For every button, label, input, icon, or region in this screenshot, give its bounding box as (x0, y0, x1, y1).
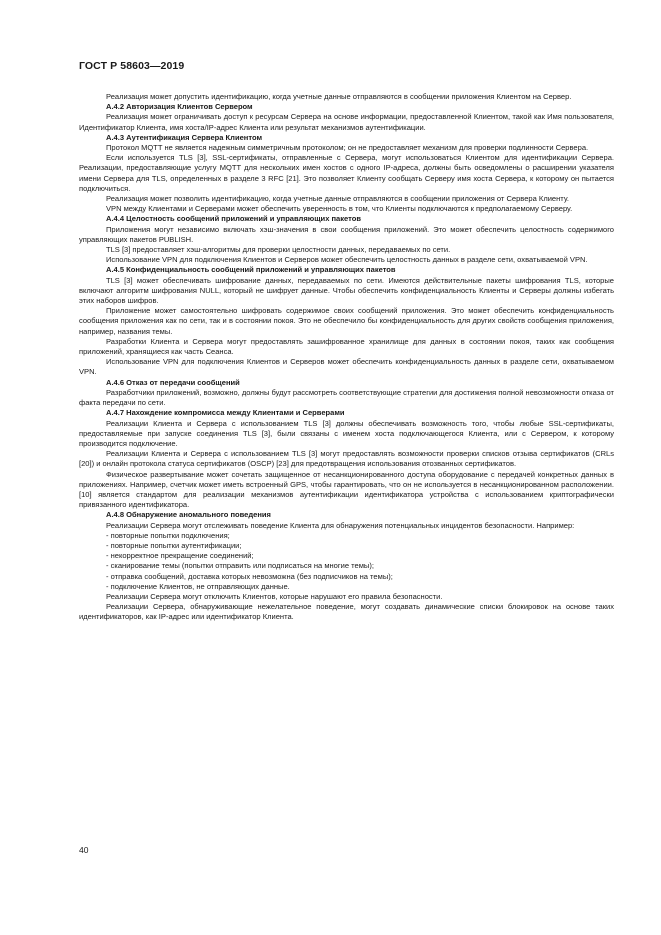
page-number: 40 (79, 845, 89, 855)
paragraph: Реализация может позволить идентификацию, когда учетные данные отправляются в сообщении приложения от Сервера Клиенту. (106, 194, 569, 204)
section-heading: А.4.2 Авторизация Клиентов Сервером (106, 102, 253, 112)
paragraph: Приложения могут независимо включать хэш-значения в свои сообщения приложений. Это может обеспечить целостность содержимого управляющих пакетов PUBLISH. (79, 224, 614, 244)
paragraph: Реализации Сервера могут отслеживать поведение Клиента для обнаружения потенциальных инцидентов безопасности. Например: (106, 520, 575, 530)
paragraph: Приложение может самостоятельно шифровать содержимое своих сообщений приложения. Это может обеспечить конфиденциальность сообщения приложения как по сети, так и в состоянии покоя. Это не обеспечило бы конфиденциальность для других свойств сообщения приложения, например, названия темы. (79, 306, 614, 336)
paragraph: Реализация может допустить идентификацию, когда учетные данные отправляются в сообщении приложения Клиентом на Сервер. (106, 92, 572, 101)
section-heading: А.4.7 Нахождение компромисса между Клиентами и Серверами (106, 408, 345, 418)
paragraph: Протокол MQTT не является надежным симметричным протоколом; он не предоставляет механизм для проверки подлинности Сервера. (106, 143, 589, 153)
paragraph: Реализации Сервера могут отключить Клиентов, которые нарушают его правила безопасности. (106, 591, 443, 601)
section-heading: А.4.3 Аутентификация Сервера Клиентом (106, 132, 263, 142)
bullet-list (79, 531, 614, 592)
section-heading: А.4.4 Целостность сообщений приложений и управляющих пакетов (106, 214, 361, 224)
section-heading: А.4.6 Отказ от передачи сообщений (106, 377, 240, 387)
paragraph: Реализации Клиента и Сервера с использованием TLS [3] должны обеспечивать возможность того, чтобы любые SSL-сертификаты, предоставляемые при запуске соединения TLS [3], были связаны с именем хоста подключающегося Клиента, или с Сервером, к которому производится подключение. (79, 418, 614, 448)
paragraph: Разработки Клиента и Сервера могут предоставлять зашифрованное хранилище для данных в состоянии покоя, таких как сообщения приложений, хранящиеся как часть Сеанса. (79, 336, 614, 357)
paragraph: Физическое развертывание может сочетать защищенное от несанкционированного доступа оборудование с передачей конкретных данных в приложениях. Например, счетчик может иметь встроенный GPS, чтобы гарантировать, что он не используется в несанкционированном расположении. [10] является стандартом для реализации механизмов аутентификации идентификатора устройства с использованием криптографически привязанного идентификатора. (79, 469, 614, 510)
paragraph: Использование VPN для подключения Клиентов и Серверов может обеспечить целостность данных в разделе сети, охватываемой VPN. (106, 255, 588, 265)
paragraph: Если используется TLS [3], SSL-сертификаты, отправленные с Сервера, могут использоваться Клиентом для идентификации Сервера. Реализации, предоставляющие услугу MQTT для нескольких имен хостов с одного IP-адреса, должны быть осведомлены о расширении указателя имени Сервера для TLS, определенных в разделе 3 RFC [21]. Это позволяет Клиенту сообщать Серверу имя хоста Сервера, к которому он пытается подключиться. (79, 153, 614, 193)
paragraph: Реализации Сервера, обнаруживающие нежелательное поведение, могут создавать динамические списки блокировок на основе таких идентификаторов, как IP-адрес или идентификатор Клиента. (79, 602, 614, 622)
page-header: ГОСТ Р 58603—2019 (79, 60, 185, 72)
list-item: - сканирование темы (попытки отправить или подписаться на многие темы); (106, 561, 374, 571)
list-item: - некорректное прекращение соединений; (106, 551, 254, 561)
section-heading: А.4.8 Обнаружение аномального поведения (106, 510, 271, 520)
paragraph: Разработчики приложений, возможно, должны будут рассмотреть соответствующие стратегии для достижения полной невозможности отказа от факта передачи по сети. (79, 387, 614, 408)
list-item: - подключение Клиентов, не отправляющих данные. (106, 581, 290, 591)
document-body (79, 92, 614, 623)
paragraph: TLS [3] может обеспечивать шифрование данных, передаваемых по сети. Имеются действительные пакеты шифрования TLS, которые включают алгоритм шифрования NULL, который не шифрует данные. Чтобы обеспечить конфиденциальность Клиенты и Серверы должны избегать этих наборов шифров. (79, 275, 614, 306)
paragraph: Использование VPN для подключения Клиентов и Серверов может обеспечить конфиденциальность данных в разделе сети, охватываемом VPN. (79, 357, 614, 377)
list-item: - повторные попытки подключения; (106, 530, 230, 540)
paragraph: VPN между Клиентами и Серверами может обеспечить уверенность в том, что Клиенты подключаются к предполагаемому Серверу. (106, 204, 573, 214)
list-item: - повторные попытки аутентификации; (106, 540, 242, 550)
list-item: - отправка сообщений, доставка которых невозможна (без подписчиков на темы); (106, 571, 393, 581)
paragraph: Реализации Клиента и Сервера с использованием TLS [3] могут предоставлять возможности проверки списков отзыва сертификатов (CRLs [20]) и онлайн протокола статуса сертификатов (OSCP) [23] для предотвращения использования отозванных сертификатов. (79, 449, 614, 469)
paragraph: TLS [3] предоставляет хэш-алгоритмы для проверки целостности данных, передаваемых по сети. (106, 245, 451, 255)
paragraph: Реализация может ограничивать доступ к ресурсам Сервера на основе информации, предоставленной Клиентом, такой как Имя пользователя, Идентификатор Клиента, имя хоста/IP-адрес Клиента или результат механизмов аутентификации. (79, 112, 614, 132)
section-heading: А.4.5 Конфиденциальность сообщений приложений и управляющих пакетов (106, 265, 396, 275)
